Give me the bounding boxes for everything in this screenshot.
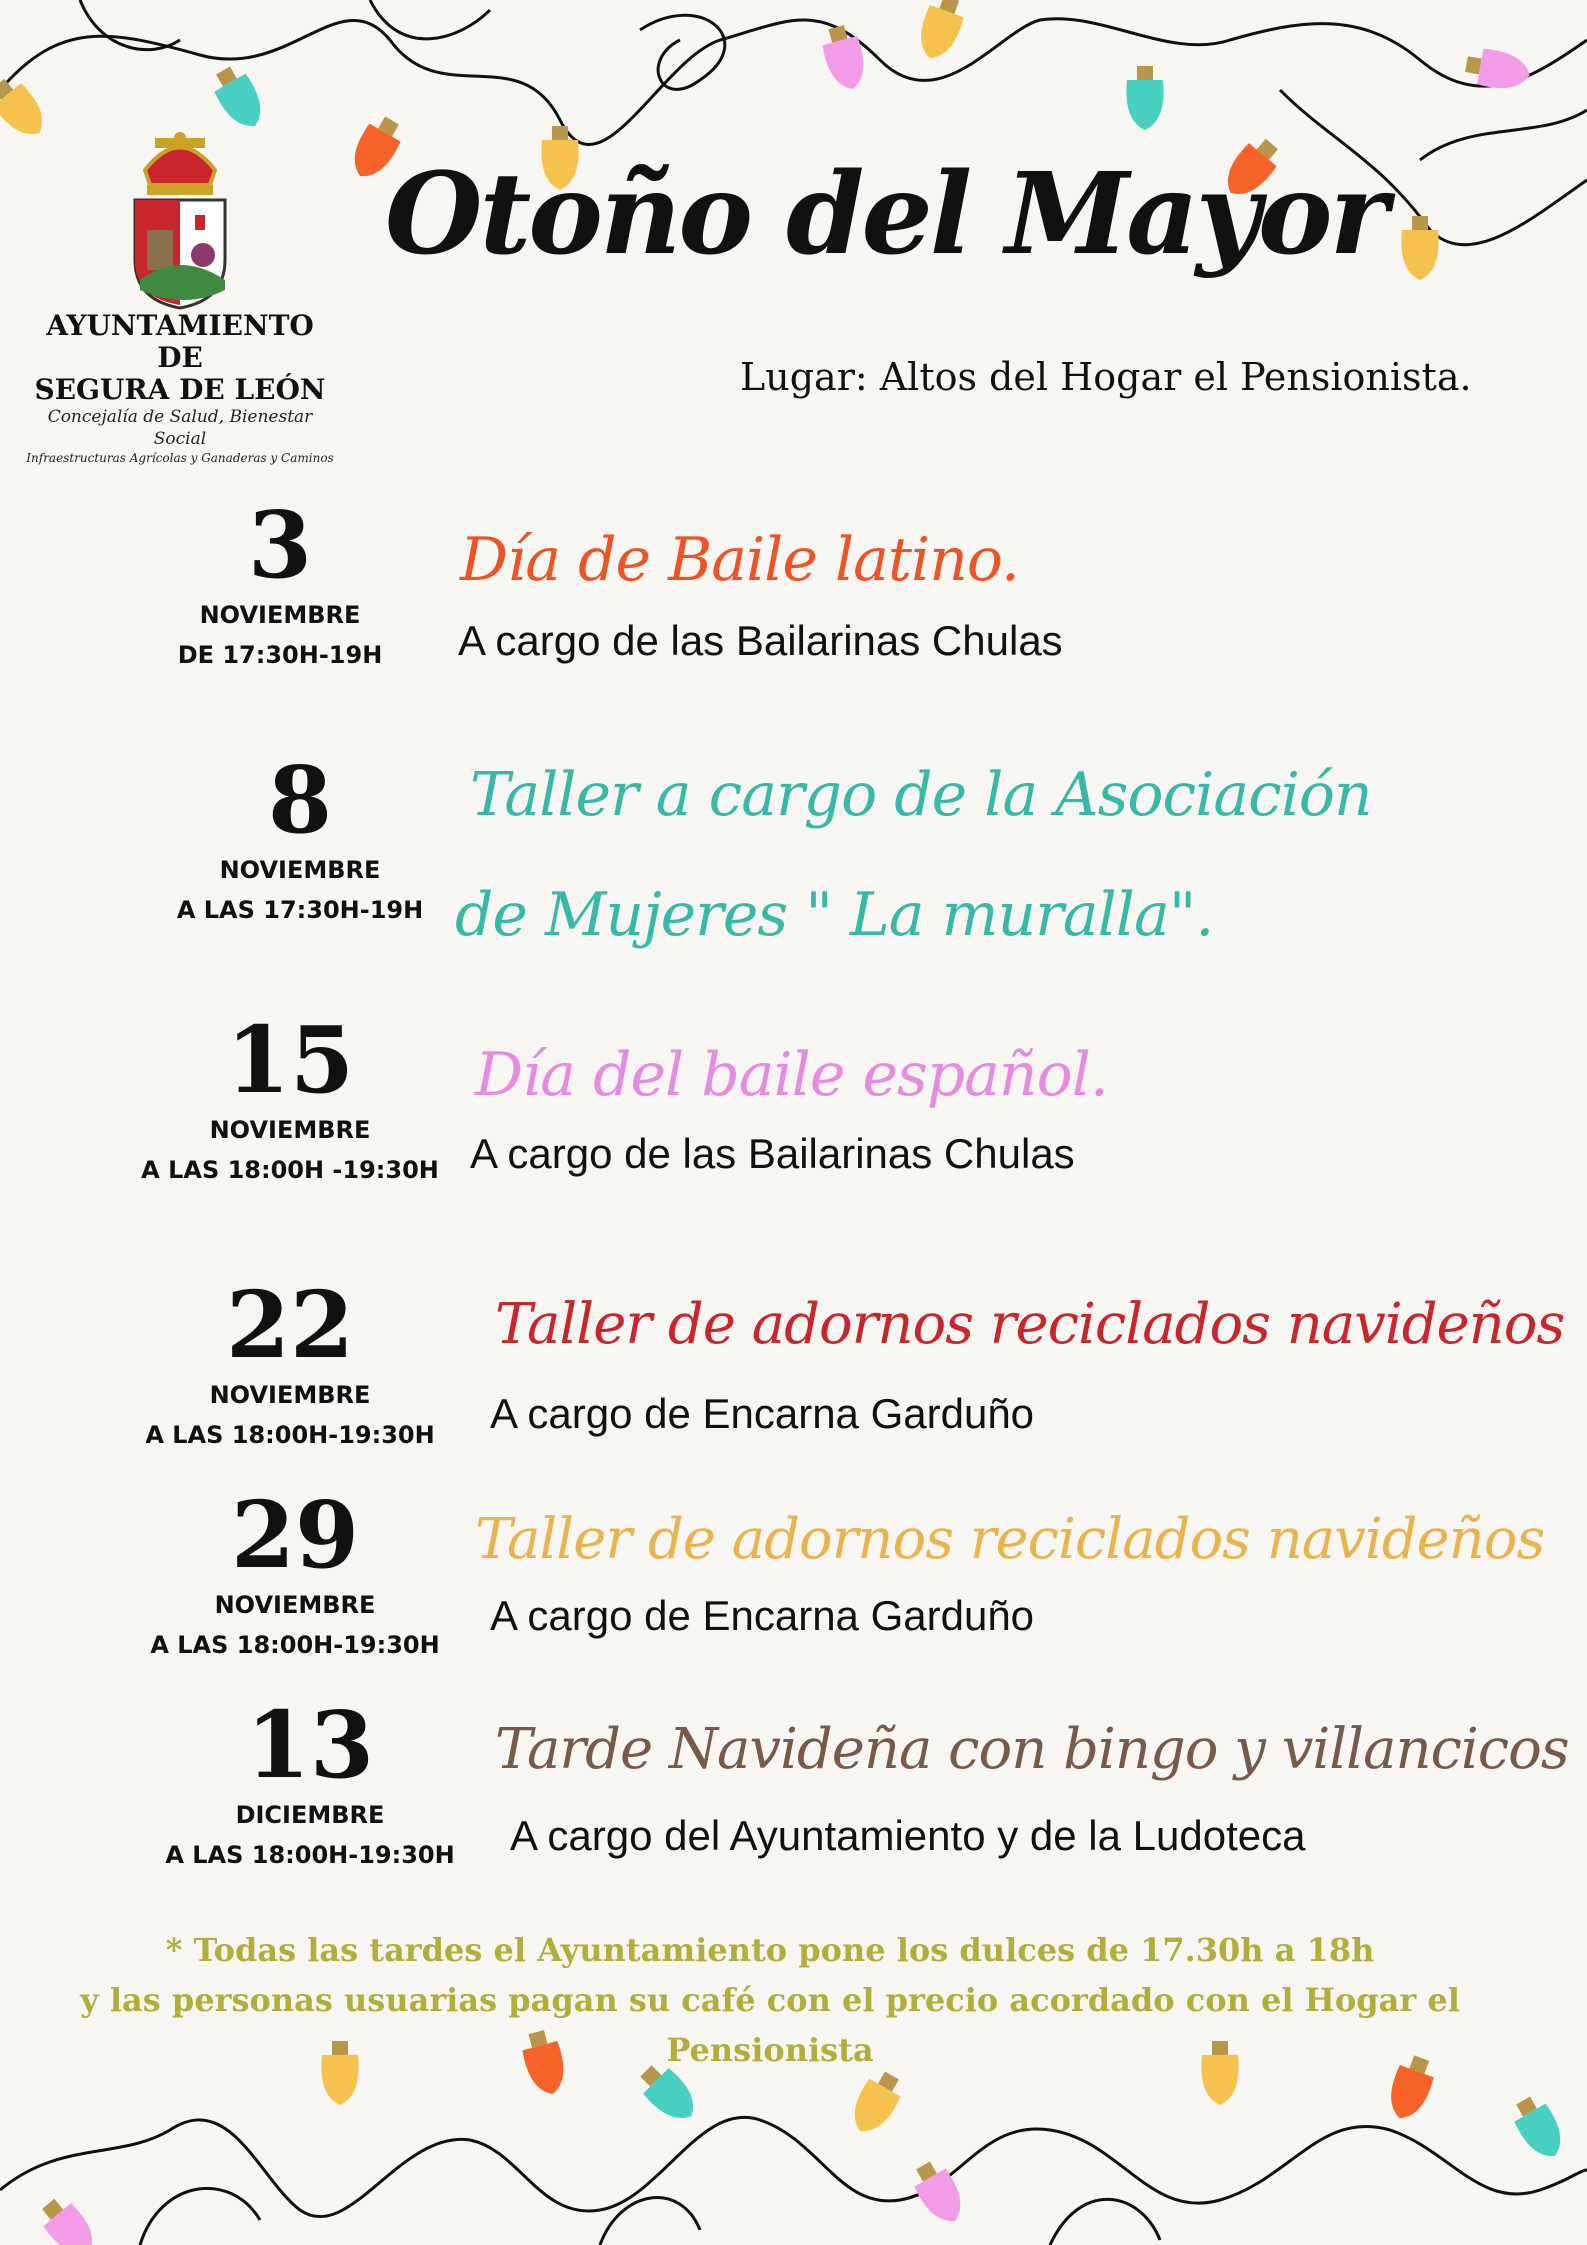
event-subtitle: A cargo de las Bailarinas Chulas (458, 617, 1063, 664)
event-title: Taller a cargo de la Asociación (470, 760, 1372, 830)
event-time: A LAS 18:00H-19:30H (150, 1631, 440, 1659)
event-title: Tarde Navideña con bingo y villancicos (495, 1717, 1569, 1782)
event-subtitle: A cargo de las Bailarinas Chulas (470, 1130, 1075, 1177)
event-subtitle: A cargo de Encarna Garduño (490, 1592, 1035, 1639)
event-subtitle: A cargo de Encarna Garduño (490, 1390, 1035, 1437)
footer-note-line-2: y las personas usuarias pagan su café con el precio acordado con el Hogar el (80, 1981, 1460, 2019)
logo-line-2: SEGURA DE LEÓN (34, 373, 326, 406)
logo-line-1: AYUNTAMIENTO DE (46, 309, 314, 374)
event-date (150, 1691, 470, 1875)
event-time: A LAS 17:30H-19H (176, 896, 424, 924)
logo-line-3: Concejalía de Salud, Bienestar Social (47, 407, 313, 449)
event-title-line-2: de Mujeres " La muralla". (455, 880, 1214, 950)
event-day: 3 (247, 491, 312, 599)
event-month: NOVIEMBRE (214, 1591, 376, 1619)
event-month: NOVIEMBRE (219, 856, 381, 884)
event-month: NOVIEMBRE (209, 1116, 371, 1144)
municipality-logo (20, 130, 340, 466)
event-date (140, 1481, 450, 1665)
event-title: Taller de adornos reciclados navideños (475, 1507, 1545, 1572)
event-title: Día del baile español. (475, 1040, 1108, 1110)
event-date (130, 1006, 450, 1190)
footer-note-line-3: Pensionista (666, 2031, 874, 2069)
event-date (160, 491, 400, 675)
event-time: A LAS 18:00H-19:30H (165, 1841, 455, 1869)
event-month: NOVIEMBRE (209, 1381, 371, 1409)
event-date (130, 1271, 450, 1455)
event-day: 15 (225, 1006, 355, 1114)
event-title: Taller de adornos reciclados navideños (495, 1292, 1565, 1357)
event-time: A LAS 18:00H -19:30H (141, 1156, 439, 1184)
event-location: Lugar: Altos del Hogar el Pensionista. (740, 355, 1472, 399)
event-day: 22 (225, 1271, 355, 1379)
event-day: 8 (267, 746, 332, 854)
event-time: DE 17:30H-19H (177, 641, 383, 669)
event-subtitle: A cargo del Ayuntamiento y de la Ludoteca (510, 1812, 1306, 1859)
event-month: NOVIEMBRE (199, 601, 361, 629)
event-date (150, 746, 450, 930)
logo-line-4: Infraestructuras Agrícolas y Ganaderas y Caminos (26, 451, 334, 465)
string-lights-bottom (0, 2020, 1587, 2245)
event-month: DICIEMBRE (235, 1801, 385, 1829)
event-day: 29 (230, 1481, 360, 1589)
event-title: Día de Baile latino. (460, 525, 1019, 595)
event-time: A LAS 18:00H-19:30H (145, 1421, 435, 1449)
event-day: 13 (245, 1691, 375, 1799)
page-title: Otoño del Mayor (385, 149, 1386, 280)
footer-note-line-1: * Todas las tardes el Ayuntamiento pone los dulces de 17.30h a 18h (165, 1931, 1375, 1969)
coat-of-arms-icon (125, 130, 235, 310)
